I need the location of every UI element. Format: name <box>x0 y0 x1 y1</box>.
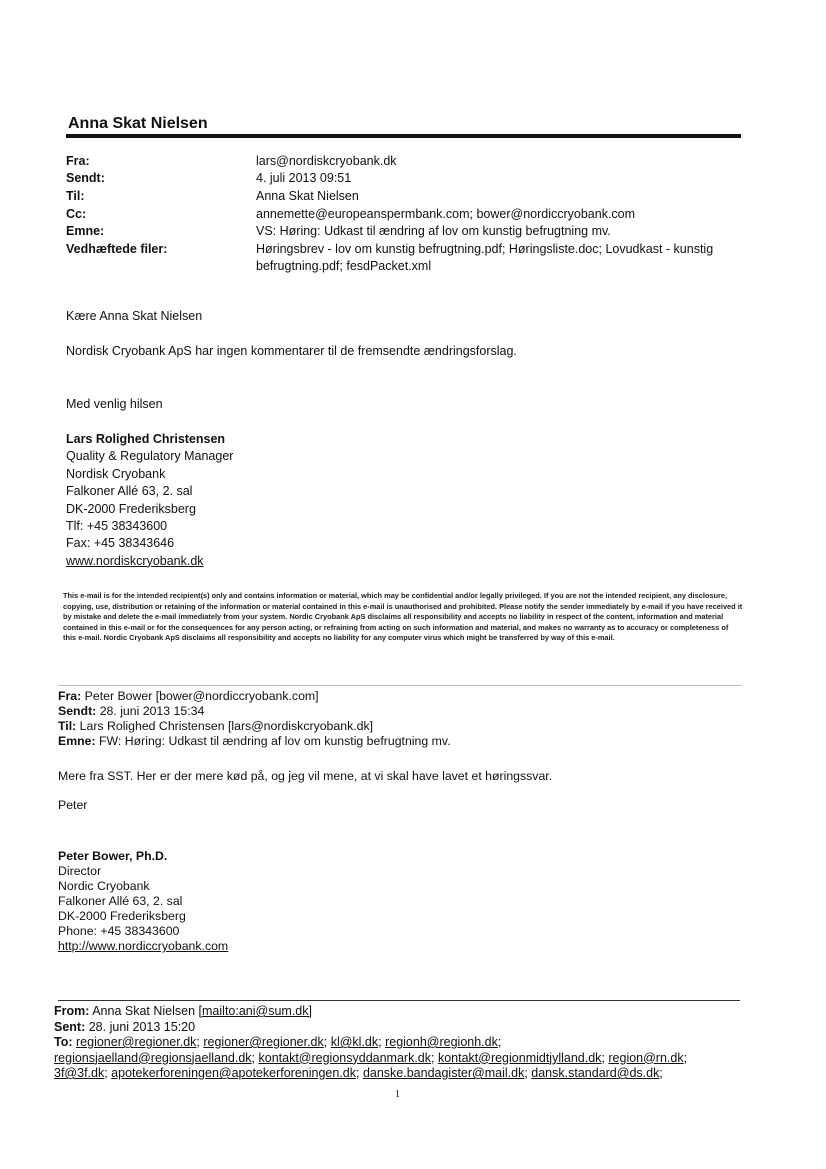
from-value: lars@nordiskcryobank.dk <box>256 154 397 168</box>
original-to-label: To: <box>54 1035 73 1049</box>
original-from <box>54 1004 754 1020</box>
sent-value: 4. juli 2013 09:51 <box>256 171 352 185</box>
original-from-name: Anna Skat Nielsen <box>92 1004 196 1018</box>
signature-2-address-2: DK-2000 Frederiksberg <box>58 909 186 923</box>
to-value: Anna Skat Nielsen <box>256 189 359 203</box>
sent-label: Sendt: <box>66 171 105 185</box>
forward-sent-label: Sendt: <box>58 704 97 718</box>
attachments-line-2[interactable]: befrugtning.pdf; fesdPacket.xml <box>256 259 432 273</box>
attachments-value <box>256 241 756 275</box>
disclaimer: This e-mail is for the intended recipient(s) only and contains information or material, which may be confidential and/or legally privileged. If you are not the intended recipient, any disclosure, copying, use, distribution or retaining of the information or material contained in this e-mail is unauthorised and prohibited. Please notify the sender immediately by e-mail if you have received it by mistake and delete the e-mail immediately from your system. Nordic Cryobank ApS disclaims all responsibility and accepts no liability in respect of the content, information and material contained in this e-mail or for the consequences for any person acting, or refraining from acting on such information and material, and makes no warranty as to accuracy or completeness of this e-mail. Nordic Cryobank ApS disclaims all responsibility and accepts no liability for any computer virus which might be transferred by way of this e-mail. <box>63 591 743 643</box>
cc-label: Cc: <box>66 207 87 221</box>
title-divider <box>66 134 741 138</box>
recipient-link[interactable]: regionh@regionh.dk <box>385 1035 498 1049</box>
original-sent-value: 28. juni 2013 15:20 <box>88 1019 196 1034</box>
recipient-link[interactable]: region@rn.dk <box>608 1050 684 1065</box>
forward-divider <box>58 685 742 686</box>
recipient-link[interactable]: kontakt@regionsyddanmark.dk <box>258 1050 431 1065</box>
signature-web-link[interactable]: www.nordiskcryobank.dk <box>66 553 204 568</box>
attachments-label: Vedhæftede filer: <box>66 242 168 256</box>
signature-name: Lars Rolighed Christensen <box>66 432 226 446</box>
signature-2 <box>58 849 228 954</box>
signature-fax: Fax: +45 38343646 <box>66 536 175 551</box>
original-header <box>54 1004 754 1082</box>
greeting: Kære Anna Skat Nielsen <box>66 309 203 323</box>
forward-subject <box>58 734 451 749</box>
original-from-mailto-link[interactable]: [mailto:ani@sum.dk] <box>198 1004 312 1018</box>
signature-2-address-1: Falkoner Allé 63, 2. sal <box>58 894 183 908</box>
recipient-link[interactable]: dansk.standard@ds.dk <box>531 1066 660 1080</box>
message-text: Nordisk Cryobank ApS har ingen kommentarer til de fremsendte ændringsforslag. <box>66 344 517 358</box>
cc-value: annemette@europeanspermbank.com; bower@nordiccryobank.com <box>256 207 636 221</box>
forward-to-label: Til: <box>58 719 77 733</box>
original-to-line-1: To: regioner@regioner.dk; regioner@regioner.dk; kl@kl.dk; regionh@regionh.dk; <box>54 1035 502 1049</box>
from-label: Fra: <box>66 154 90 168</box>
subject-label: Emne: <box>66 224 105 238</box>
recipient-link[interactable]: 3f@3f.dk <box>54 1066 105 1080</box>
forward-from-label: Fra: <box>58 689 82 703</box>
to-label: Til: <box>66 189 85 203</box>
forward-from <box>58 689 319 704</box>
attachments-line-1[interactable]: Høringsbrev - lov om kunstig befrugtning.pdf; Høringsliste.doc; Lovudkast - kunstig <box>256 242 714 256</box>
original-to-line-2: regionsjaelland@regionsjaelland.dk; kontakt@regionsyddanmark.dk; kontakt@regionmidtjylland.dk; region@rn.dk; <box>54 1050 688 1065</box>
forward-from-value: Peter Bower [bower@nordiccryobank.com] <box>84 689 319 703</box>
forward-subject-value: FW: Høring: Udkast til ændring af lov om kunstig befrugtning mv. <box>99 734 451 748</box>
signature-2-company: Nordic Cryobank <box>58 879 150 893</box>
original-to-line-3: 3f@3f.dk; apotekerforeningen@apotekerforeningen.dk; danske.bandagister@mail.dk; dansk.standard@ds.dk; <box>54 1066 663 1080</box>
page-title: Anna Skat Nielsen <box>68 115 208 132</box>
signature-address-1: Falkoner Allé 63, 2. sal <box>66 484 193 499</box>
recipient-link[interactable]: regionsjaelland@regionsjaelland.dk <box>54 1050 252 1065</box>
forward-subject-label: Emne: <box>58 734 96 748</box>
signature-2-phone: Phone: +45 38343600 <box>58 924 180 938</box>
recipient-link[interactable]: kl@kl.dk <box>330 1035 379 1049</box>
forward-signoff: Peter <box>58 798 88 812</box>
signature <box>66 431 233 570</box>
signature-title: Quality & Regulatory Manager <box>66 449 234 464</box>
signature-2-title: Director <box>58 864 102 878</box>
original-from-label: From: <box>54 1004 90 1018</box>
signature-phone: Tlf: +45 38343600 <box>66 519 168 534</box>
recipient-link[interactable]: apotekerforeningen@apotekerforeningen.dk <box>111 1066 356 1080</box>
closing: Med venlig hilsen <box>66 397 163 411</box>
signature-company: Nordisk Cryobank <box>66 466 166 481</box>
original-sent-label: Sent: <box>54 1019 86 1034</box>
forward-message: Mere fra SST. Her er der mere kød på, og jeg vil mene, at vi skal have lavet et høringssvar. <box>58 769 553 783</box>
forward-to <box>58 719 373 734</box>
recipient-link[interactable]: regioner@regioner.dk <box>203 1035 324 1049</box>
signature-address-2: DK-2000 Frederiksberg <box>66 501 196 516</box>
recipient-link[interactable]: danske.bandagister@mail.dk <box>362 1066 525 1080</box>
signature-2-web-link[interactable]: http://www.nordiccryobank.com <box>58 939 229 953</box>
forward-to-value: Lars Rolighed Christensen [lars@nordiskcryobank.dk] <box>79 719 374 733</box>
recipient-link[interactable]: regioner@regioner.dk <box>76 1035 197 1049</box>
subject-value: VS: Høring: Udkast til ændring af lov om kunstig befrugtning mv. <box>256 224 611 238</box>
signature-2-name: Peter Bower, Ph.D. <box>58 849 168 863</box>
forward-sent <box>58 704 204 719</box>
page-number: 1 <box>395 1089 400 1100</box>
original-sent <box>54 1020 754 1036</box>
original-divider <box>58 1000 740 1001</box>
forward-sent-value: 28. juni 2013 15:34 <box>99 704 205 718</box>
recipient-link[interactable]: kontakt@regionmidtjylland.dk <box>437 1050 602 1065</box>
